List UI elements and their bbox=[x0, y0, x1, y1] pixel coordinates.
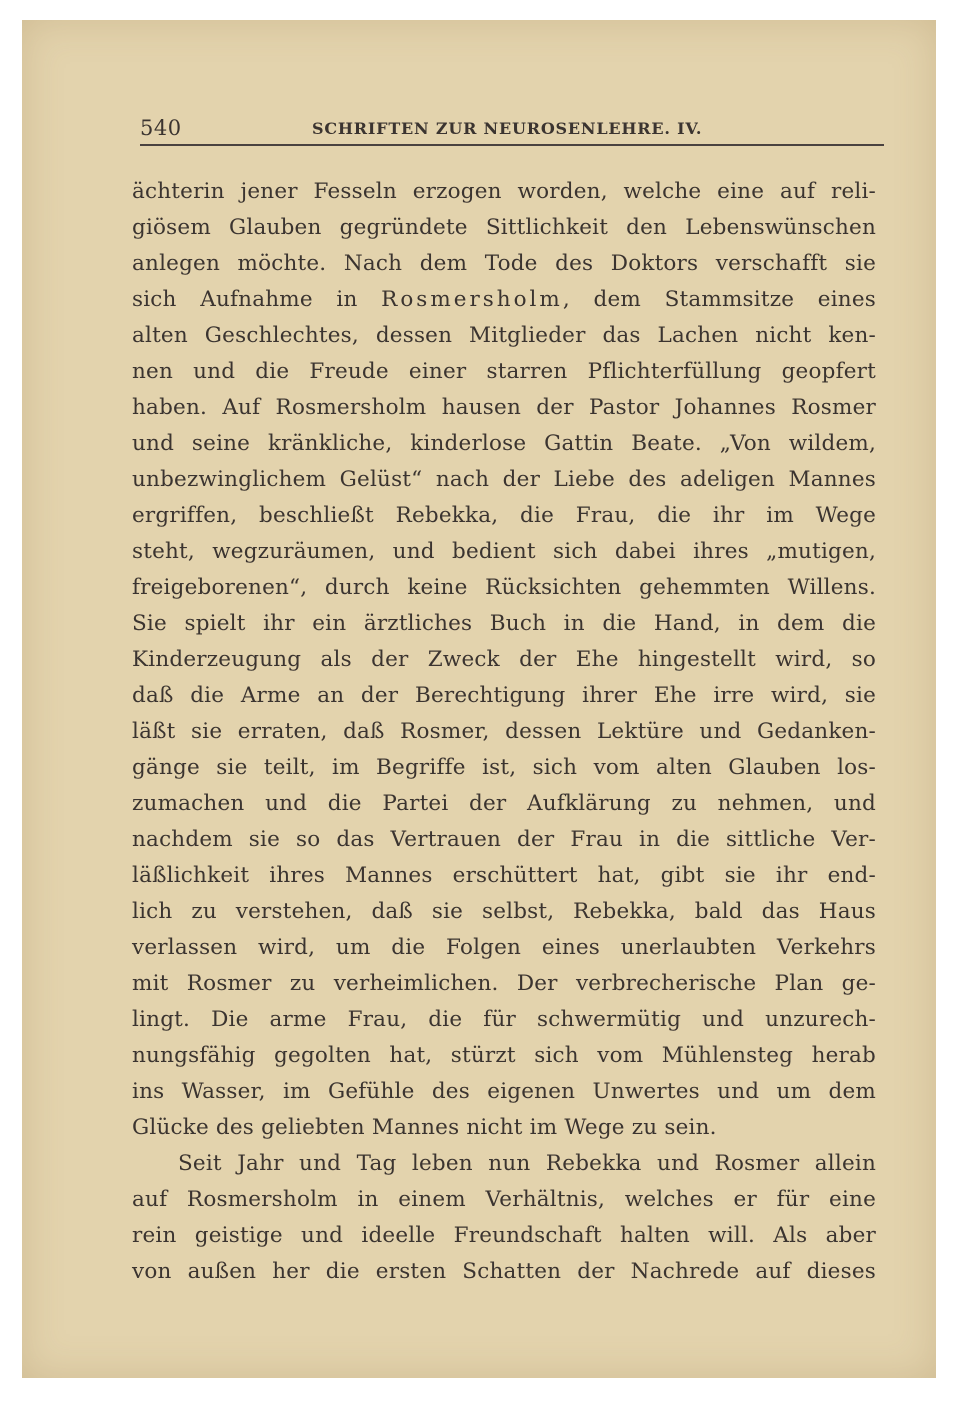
text-line: läßlichkeit ihres Mannes erschüttert hat, gibt sie ihr end- bbox=[132, 863, 876, 888]
text-line: mit Rosmer zu verheimlichen. Der verbrecherische Plan ge- bbox=[132, 971, 876, 996]
text-line: lingt. Die arme Frau, die für schwermütig und unzurech- bbox=[132, 1007, 876, 1032]
text-line: nachdem sie so das Vertrauen der Frau in die sittliche Ver- bbox=[132, 827, 876, 852]
text-line: haben. Auf Rosmersholm hausen der Pastor Johannes Rosmer bbox=[132, 395, 876, 420]
text-fragment: , dem Stammsitze eines bbox=[562, 287, 876, 312]
text-line: daß die Arme an der Berechtigung ihrer Ehe irre wird, sie bbox=[132, 683, 876, 708]
text-line: ergriffen, beschließt Rebekka, die Frau, die ihr im Wege bbox=[132, 503, 876, 528]
text-line: unbezwinglichem Gelüst“ nach der Liebe des adeligen Mannes bbox=[132, 467, 876, 492]
text-line: ächterin jener Fesseln erzogen worden, welche eine auf reli- bbox=[132, 179, 876, 204]
text-line: giösem Glauben gegründete Sittlichkeit den Lebenswünschen bbox=[132, 215, 876, 240]
text-line: nungsfähig gegolten hat, stürzt sich vom Mühlensteg herab bbox=[132, 1043, 876, 1068]
text-line: zumachen und die Partei der Aufklärung zu nehmen, und bbox=[132, 791, 876, 816]
text-line: gänge sie teilt, im Begriffe ist, sich vom alten Glauben los- bbox=[132, 755, 876, 780]
text-line: nen und die Freude einer starren Pflichterfüllung geopfert bbox=[132, 359, 876, 384]
text-line: und seine kränkliche, kinderlose Gattin Beate. „Von wildem, bbox=[132, 431, 876, 456]
text-line: steht, wegzuräumen, und bedient sich dabei ihres „mutigen, bbox=[132, 539, 876, 564]
text-line: von außen her die ersten Schatten der Nachrede auf dieses bbox=[132, 1259, 876, 1284]
text-line: rein geistige und ideelle Freundschaft halten will. Als aber bbox=[132, 1223, 876, 1248]
text-line: alten Geschlechtes, dessen Mitglieder das Lachen nicht ken- bbox=[132, 323, 876, 348]
text-line-with-spaced-name bbox=[132, 282, 876, 318]
body-text bbox=[132, 174, 876, 1290]
text-line: verlassen wird, um die Folgen eines unerlaubten Verkehrs bbox=[132, 935, 876, 960]
paragraph-start-line: Seit Jahr und Tag leben nun Rebekka und Rosmer allein bbox=[178, 1151, 876, 1176]
text-line: Sie spielt ihr ein ärztliches Buch in die Hand, in dem die bbox=[132, 611, 876, 636]
text-fragment: sich Aufnahme in bbox=[132, 287, 382, 312]
page-number: 540 bbox=[140, 116, 182, 140]
text-line: lich zu verstehen, daß sie selbst, Rebekka, bald das Haus bbox=[132, 899, 876, 924]
text-line: läßt sie erraten, daß Rosmer, dessen Lektüre und Gedanken- bbox=[132, 719, 876, 744]
paragraph-end-line: Glücke des geliebten Mannes nicht im Wege zu sein. bbox=[132, 1115, 717, 1140]
spaced-place-name: Rosmersholm bbox=[381, 287, 563, 312]
page-header bbox=[140, 116, 884, 146]
text-line: anlegen möchte. Nach dem Tode des Doktors verschafft sie bbox=[132, 251, 876, 276]
text-line: ins Wasser, im Gefühle des eigenen Unwertes und um dem bbox=[132, 1079, 876, 1104]
running-title: SCHRIFTEN ZUR NEUROSENLEHRE. IV. bbox=[312, 119, 703, 138]
text-line: auf Rosmersholm in einem Verhältnis, welches er für eine bbox=[132, 1187, 876, 1212]
text-line: Kinderzeugung als der Zweck der Ehe hingestellt wird, so bbox=[132, 647, 876, 672]
text-line: freigeborenen“, durch keine Rücksichten gehemmten Willens. bbox=[132, 575, 876, 600]
